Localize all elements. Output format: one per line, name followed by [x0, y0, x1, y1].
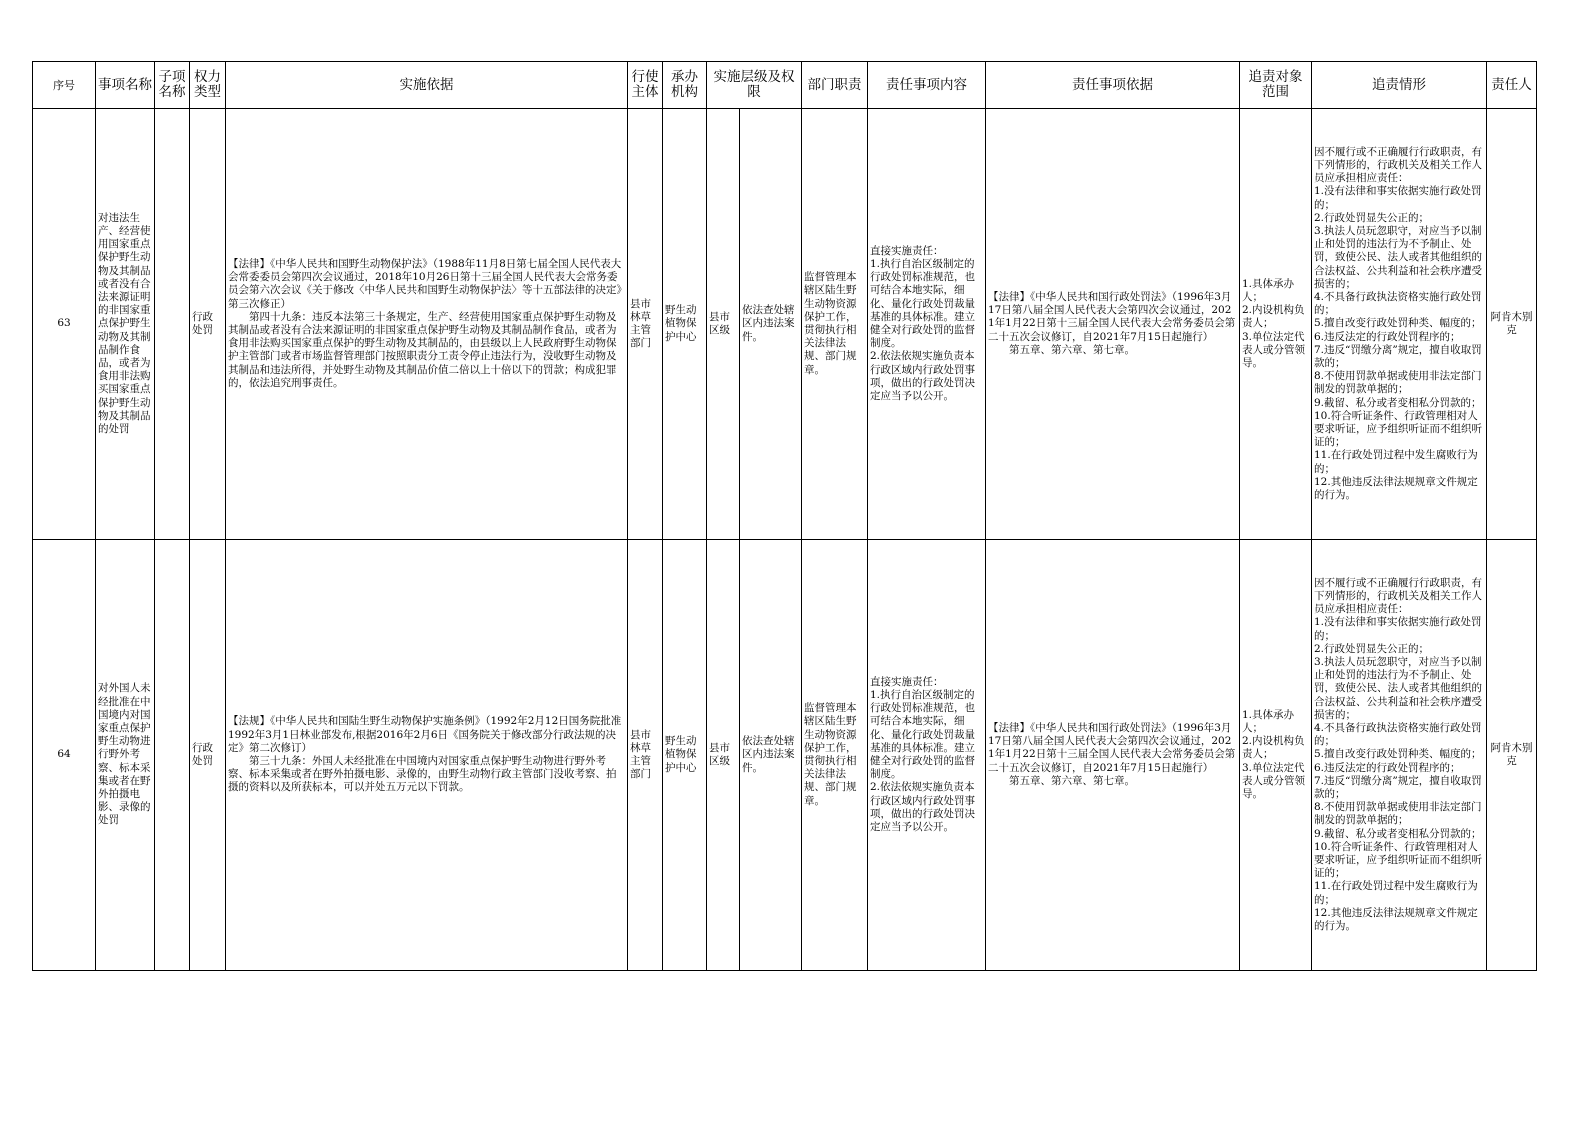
cell-subject: 县市林草主管部门 — [628, 109, 663, 540]
cell-scope: 1.具体承办人； 2.内设机构负责人； 3.单位法定代表人或分管领导。 — [1240, 109, 1312, 540]
cell-level: 县市区级 — [707, 109, 740, 540]
power-list-table — [32, 61, 1537, 971]
header-power-type: 权力类型 — [190, 62, 226, 109]
cell-org: 野生动植物保护中心 — [663, 540, 707, 971]
header-person: 责任人 — [1487, 62, 1537, 109]
header-subject: 行使主体 — [628, 62, 663, 109]
cell-power-type: 行政处罚 — [190, 109, 226, 540]
cell-sub-item — [155, 540, 190, 971]
cell-seq: 64 — [33, 540, 96, 971]
cell-sub-item — [155, 109, 190, 540]
cell-resp-basis: 【法律】《中华人民共和国行政处罚法》（1996年3月17日第八届全国人民代表大会第四次会议通过，2021年1月22日第十三届全国人民代表大会常务委员会第二十五次会议修订，自2021年7月15日起施行） 第五章、第六章、第七章。 — [986, 109, 1240, 540]
cell-situation: 因不履行或不正确履行行政职责，有下列情形的，行政机关及相关工作人员应承担相应责任： 1.没有法律和事实依据实施行政处罚的； 2.行政处罚显失公正的； 3.执法人员玩忽职守，对应当予以制止和处罚的违法行为不予制止、处罚，致使公民、法人或者其他组织的合法权益、公共利益和社会秩序遭受损害的； 4.不具备行政执法资格实施行政处罚的； 5.擅自改变行政处罚种类、幅度的； 6.违反法定的行政处罚程序的； 7.违反“罚缴分离”规定，擅自收取罚款的； 8.不使用罚款单据或使用非法定部门制发的罚款单据的； 9.截留、私分或者变相私分罚款的； 10.符合听证条件、行政管理相对人要求听证，应予组织听证而不组织听证的； 11.在行政处罚过程中发生腐败行为的； 12.其他违反法律法规规章文件规定的行为。 — [1312, 109, 1487, 540]
cell-authority: 依法查处辖区内违法案件。 — [740, 540, 802, 971]
cell-org: 野生动植物保护中心 — [663, 109, 707, 540]
cell-basis: 【法律】《中华人民共和国野生动物保护法》（1988年11月8日第七届全国人民代表大会常委委员会第四次会议通过，2018年10月26日第十三届全国人民代表大会常务委员会第六次会议《关于修改〈中华人民共和国野生动物保护法〉等十五部法律的决定》第三次修正） 第四十九条：违反本法第三十条规定，生产、经营使用国家重点保护野生动物及其制品或者没有合法来源证明的非国家重点保护野生动物及其制品制作食品，或者为食用非法购买国家重点保护的野生动物及其制品的，由县级以上人民政府野生动物保护主管部门或者市场监督管理部门按照职责分工责令停止违法行为，没收野生动物及其制品和违法所得，并处野生动物及其制品价值二倍以上十倍以下的罚款；构成犯罪的，依法追究刑事责任。 — [226, 109, 628, 540]
header-row — [33, 62, 1537, 109]
cell-power-type: 行政处罚 — [190, 540, 226, 971]
header-scope: 追责对象范围 — [1240, 62, 1312, 109]
cell-duty: 监督管理本辖区陆生野生动物资源保护工作，贯彻执行相关法律法规、部门规章。 — [802, 540, 868, 971]
table-row — [33, 109, 1537, 540]
cell-resp-content: 直接实施责任： 1.执行自治区级制定的行政处罚标准规范，也可结合本地实际，细化、量化行政处罚裁量基准的具体标准。建立健全对行政处罚的监督制度。 2.依法依规实施负责本行政区域内行政处罚事项，做出的行政处罚决定应当予以公开。 — [868, 109, 986, 540]
header-situation: 追责情形 — [1312, 62, 1487, 109]
cell-scope: 1.具体承办人； 2.内设机构负责人； 3.单位法定代表人或分管领导。 — [1240, 540, 1312, 971]
header-duty: 部门职责 — [802, 62, 868, 109]
header-level: 实施层级及权限 — [707, 62, 802, 109]
header-sub-item: 子项名称 — [155, 62, 190, 109]
cell-authority: 依法查处辖区内违法案件。 — [740, 109, 802, 540]
cell-person: 阿肯木别克 — [1487, 540, 1537, 971]
cell-basis: 【法规】《中华人民共和国陆生野生动物保护实施条例》（1992年2月12日国务院批准1992年3月1日林业部发布,根据2016年2月6日《国务院关于修改部分行政法规的决定》第二次修订） 第三十九条：外国人未经批准在中国境内对国家重点保护野生动物进行野外考察、标本采集或者在野外拍摄电影、录像的，由野生动物行政主管部门没收考察、拍摄的资料以及所获标本，可以并处五万元以下罚款。 — [226, 540, 628, 971]
cell-item-name: 对外国人未经批准在中国境内对国家重点保护野生动物进行野外考察、标本采集或者在野外拍摄电影、录像的处罚 — [96, 540, 155, 971]
header-org: 承办机构 — [663, 62, 707, 109]
cell-situation: 因不履行或不正确履行行政职责，有下列情形的，行政机关及相关工作人员应承担相应责任： 1.没有法律和事实依据实施行政处罚的； 2.行政处罚显失公正的； 3.执法人员玩忽职守，对应当予以制止和处罚的违法行为不予制止、处罚，致使公民、法人或者其他组织的合法权益、公共利益和社会秩序遭受损害的； 4.不具备行政执法资格实施行政处罚的； 5.擅自改变行政处罚种类、幅度的； 6.违反法定的行政处罚程序的； 7.违反“罚缴分离”规定，擅自收取罚款的； 8.不使用罚款单据或使用非法定部门制发的罚款单据的； 9.截留、私分或者变相私分罚款的； 10.符合听证条件、行政管理相对人要求听证，应予组织听证而不组织听证的； 11.在行政处罚过程中发生腐败行为的； 12.其他违反法律法规规章文件规定的行为。 — [1312, 540, 1487, 971]
header-seq: 序号 — [33, 62, 96, 109]
cell-duty: 监督管理本辖区陆生野生动物资源保护工作，贯彻执行相关法律法规、部门规章。 — [802, 109, 868, 540]
header-item-name: 事项名称 — [96, 62, 155, 109]
cell-person: 阿肯木别克 — [1487, 109, 1537, 540]
cell-subject: 县市林草主管部门 — [628, 540, 663, 971]
cell-seq: 63 — [33, 109, 96, 540]
header-basis: 实施依据 — [226, 62, 628, 109]
cell-level: 县市区级 — [707, 540, 740, 971]
cell-resp-basis: 【法律】《中华人民共和国行政处罚法》（1996年3月17日第八届全国人民代表大会第四次会议通过，2021年1月22日第十三届全国人民代表大会常务委员会第二十五次会议修订，自2021年7月15日起施行） 第五章、第六章、第七章。 — [986, 540, 1240, 971]
header-resp-basis: 责任事项依据 — [986, 62, 1240, 109]
table-row — [33, 540, 1537, 971]
cell-resp-content: 直接实施责任： 1.执行自治区级制定的行政处罚标准规范，也可结合本地实际，细化、量化行政处罚裁量基准的具体标准。建立健全对行政处罚的监督制度。 2.依法依规实施负责本行政区域内行政处罚事项，做出的行政处罚决定应当予以公开。 — [868, 540, 986, 971]
header-resp-content: 责任事项内容 — [868, 62, 986, 109]
cell-item-name: 对违法生产、经营使用国家重点保护野生动物及其制品或者没有合法来源证明的非国家重点保护野生动物及其制品制作食品，或者为食用非法购买国家重点保护野生动物及其制品的处罚 — [96, 109, 155, 540]
